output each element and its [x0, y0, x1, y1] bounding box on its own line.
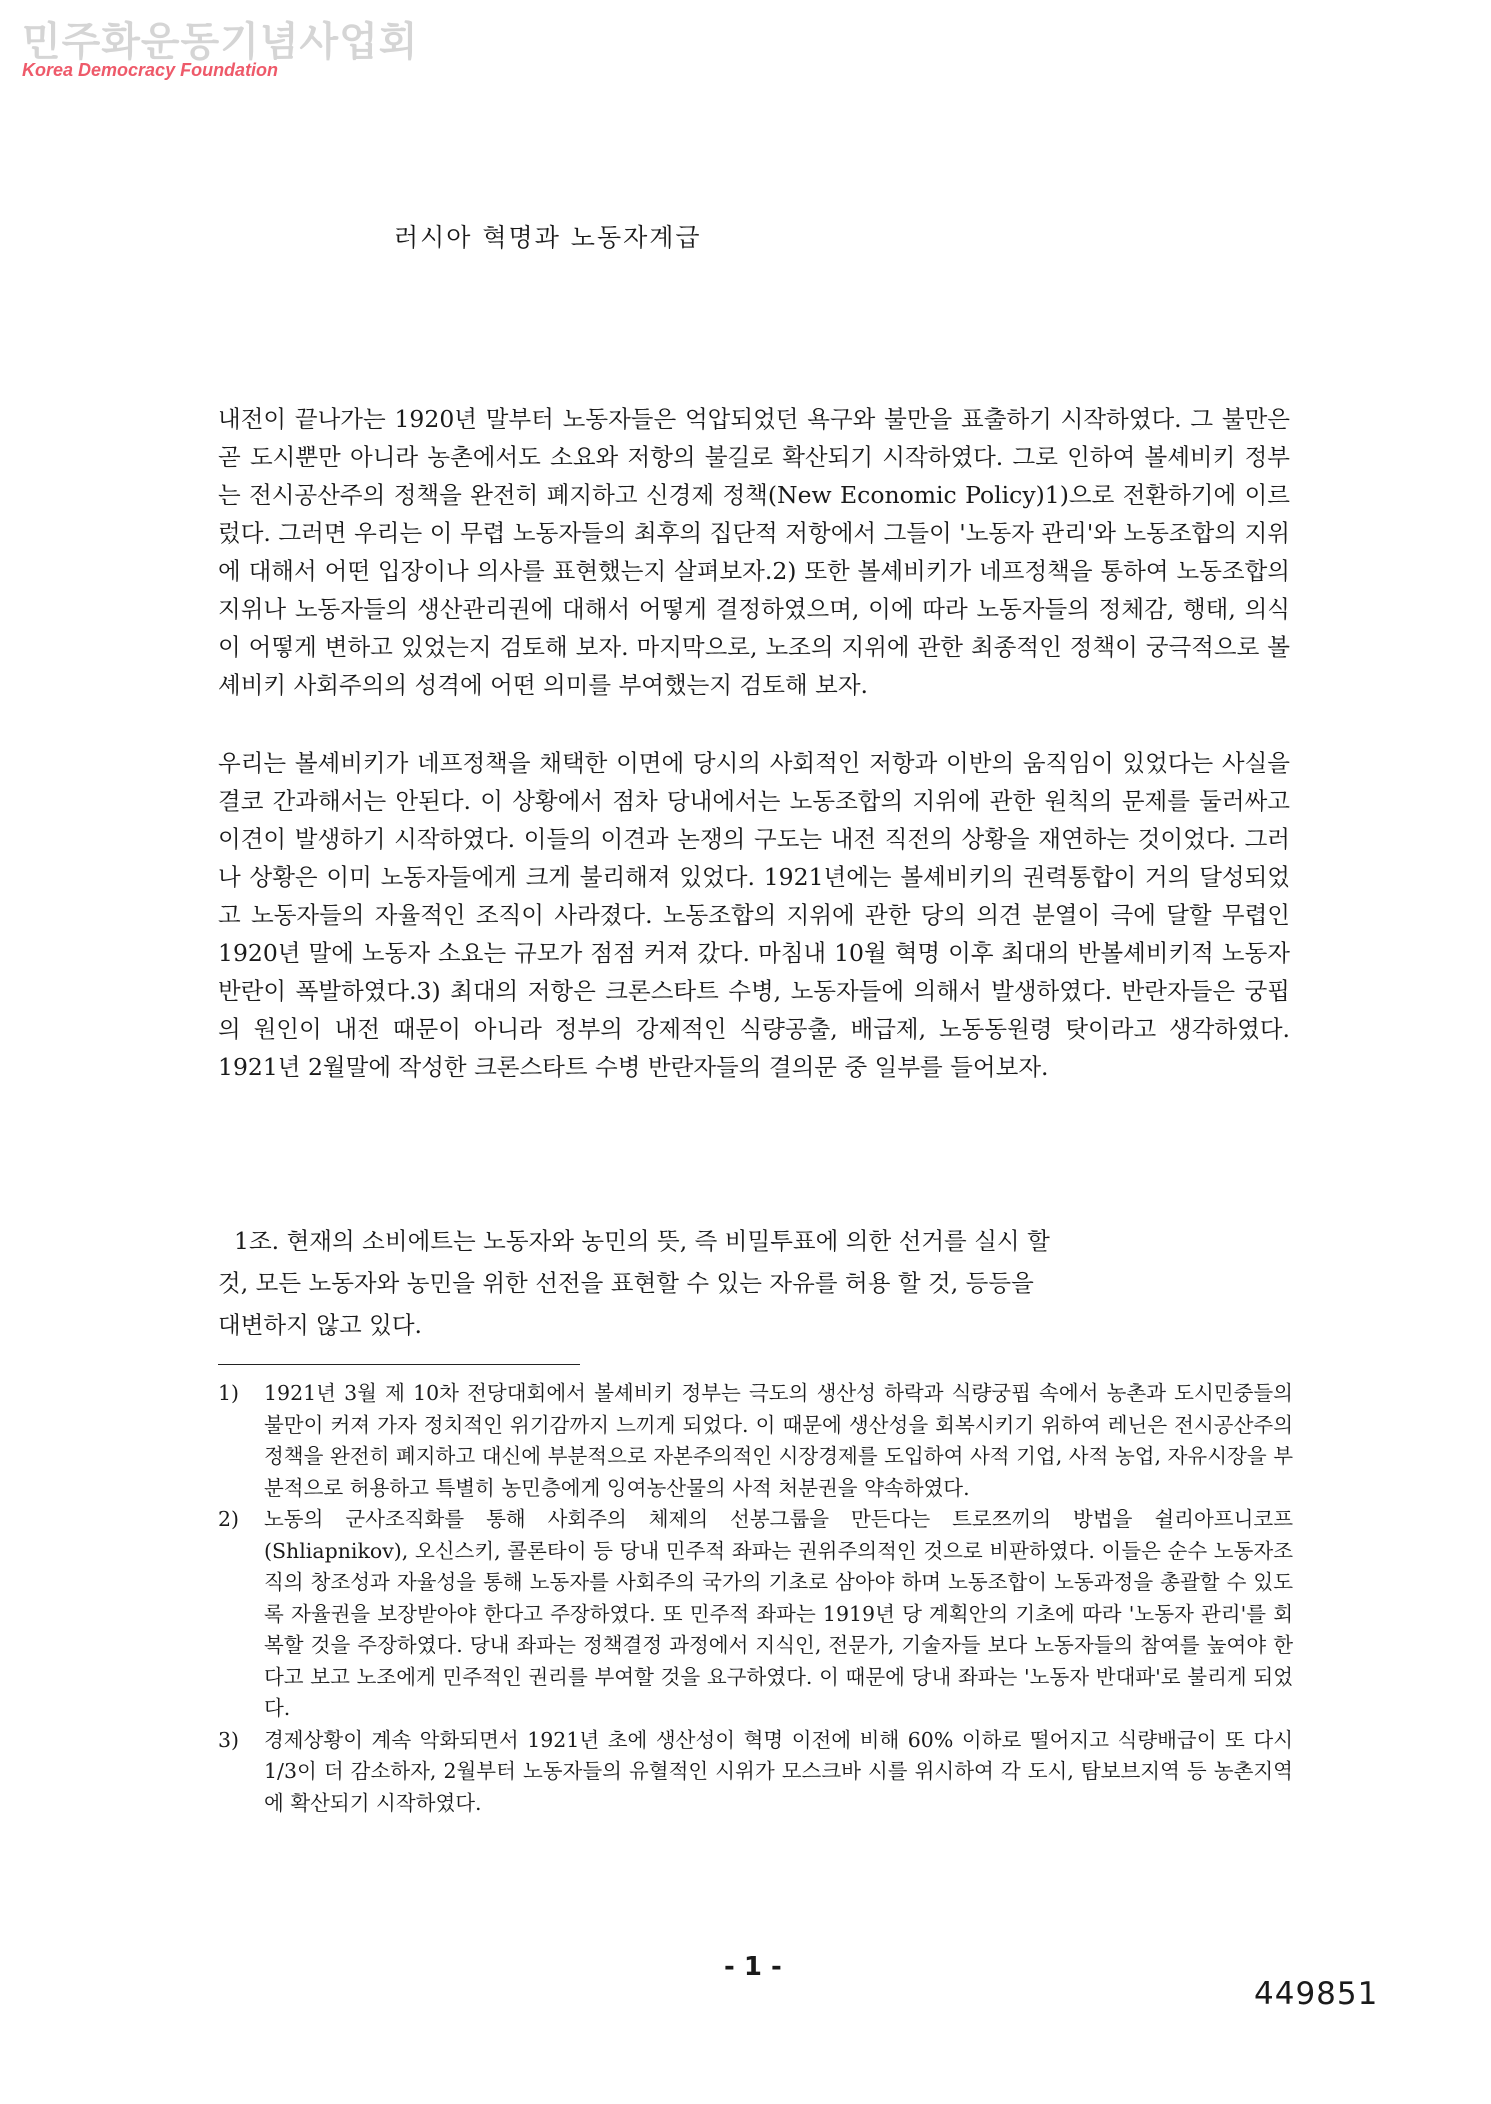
quote-line-2: 것, 모든 노동자와 농민을 위한 선전을 표현할 수 있는 자유를 허용 할 것, 등등을 [218, 1269, 1034, 1297]
footnotes [218, 1378, 1293, 1819]
page-number: - 1 - [724, 1952, 782, 1982]
footnote-1 [218, 1378, 1293, 1504]
footnote-text: 1921년 3월 제 10차 전당대회에서 볼셰비키 정부는 극도의 생산성 하락과 식량궁핍 속에서 농촌과 도시민중들의 불만이 커져 가자 정치적인 위기감까지 느끼게 되었다. 이 때문에 생산성을 회복시키기 위하여 레닌은 전시공산주의 정책을 완전히 폐지하고 대신에 부분적으로 자본주의적인 시장경제를 도입하여 사적 기업, 사적 농업, 자유시장을 부분적으로 허용하고 특별히 농민층에게 잉여농산물의 사적 처분권을 약속하였다. [264, 1381, 1293, 1500]
resolution-quote [218, 1220, 1290, 1346]
footnote-2 [218, 1504, 1293, 1725]
footnote-number: 2) [218, 1507, 240, 1531]
footnote-divider [218, 1364, 580, 1365]
body-paragraph-2: 우리는 볼셰비키가 네프정책을 채택한 이면에 당시의 사회적인 저항과 이반의 움직임이 있었다는 사실을 결코 간과해서는 안된다. 이 상황에서 점차 당내에서는 노동조합의 지위에 관한 원칙의 문제를 둘러싸고 이견이 발생하기 시작하였다. 이들의 이견과 논쟁의 구도는 내전 직전의 상황을 재연하는 것이었다. 그러나 상황은 이미 노동자들에게 크게 불리해져 있었다. 1921년에는 볼셰비키의 권력통합이 거의 달성되었고 노동자들의 자율적인 조직이 사라졌다. 노동조합의 지위에 관한 당의 의견 분열이 극에 달할 무렵인 1920년 말에 노동자 소요는 규모가 점점 커져 갔다. 마침내 10월 혁명 이후 최대의 반볼셰비키적 노동자 반란이 폭발하였다.3) 최대의 저항은 크론스타트 수병, 노동자들에 의해서 발생하였다. 반란자들은 궁핍의 원인이 내전 때문이 아니라 정부의 강제적인 식량공출, 배급제, 노동동원령 탓이라고 생각하였다. 1921년 2월말에 작성한 크론스타트 수병 반란자들의 결의문 중 일부를 들어보자. [218, 749, 1290, 1081]
footnote-text: 경제상황이 계속 악화되면서 1921년 초에 생산성이 혁명 이전에 비해 60% 이하로 떨어지고 식량배급이 또 다시 1/3이 더 감소하자, 2월부터 노동자들의 유혈적인 시위가 모스크바 시를 위시하여 각 도시, 탐보브지역 등 농촌지역에 확산되기 시작하였다. [264, 1727, 1293, 1815]
quote-line-1: 1조. 현재의 소비에트는 노동자와 농민의 뜻, 즉 비밀투표에 의한 선거를 실시 할 [234, 1227, 1050, 1255]
footnote-text: 노동의 군사조직화를 통해 사회주의 체제의 선봉그룹을 만든다는 트로쯔끼의 방법을 쉴리아프니코프(Shliapnikov), 오신스키, 콜론타이 등 당내 민주적 좌파는 권위주의적인 것으로 비판하였다. 이들은 순수 노동자조직의 창조성과 자율성을 통해 노동자를 사회주의 국가의 기초로 삼아야 하며 노동조합이 노동과정을 총괄할 수 있도록 자율권을 보장받아야 한다고 주장하였다. 또 민주적 좌파는 1919년 당 계획안의 기초에 따라 '노동자 관리'를 회복할 것을 주장하였다. 당내 좌파는 정책결정 과정에서 지식인, 전문가, 기술자들 보다 노동자들의 참여를 높여야 한다고 보고 노조에게 민주적인 권리를 부여할 것을 요구하였다. 이 때문에 당내 좌파는 '노동자 반대파'로 불리게 되었다. [264, 1507, 1293, 1720]
footnote-3 [218, 1725, 1293, 1820]
quote-line-3: 대변하지 않고 있다. [218, 1311, 423, 1339]
document-title: 러시아 혁명과 노동자계급 [394, 223, 702, 252]
logo-korean: 민주화운동기념사업회 [22, 19, 419, 65]
footnote-number: 1) [218, 1381, 240, 1405]
footnote-number: 3) [218, 1727, 240, 1752]
logo-english: Korea Democracy Foundation [22, 60, 279, 80]
body-paragraph-1: 내전이 끝나가는 1920년 말부터 노동자들은 억압되었던 욕구와 불만을 표출하기 시작하였다. 그 불만은 곧 도시뿐만 아니라 농촌에서도 소요와 저항의 불길로 확산되기 시작하였다. 그로 인하여 볼셰비키 정부는 전시공산주의 정책을 완전히 폐지하고 신경제 정책(New Economic Policy)1)으로 전환하기에 이르렀다. 그러면 우리는 이 무렵 노동자들의 최후의 집단적 저항에서 그들이 '노동자 관리'와 노동조합의 지위에 대해서 어떤 입장이나 의사를 표현했는지 살펴보자.2) 또한 볼셰비키가 네프정책을 통하여 노동조합의 지위나 노동자들의 생산관리권에 대해서 어떻게 결정하였으며, 이에 따라 노동자들의 정체감, 행태, 의식이 어떻게 변하고 있었는지 검토해 보자. 마지막으로, 노조의 지위에 관한 최종적인 정책이 궁극적으로 볼셰비키 사회주의의 성격에 어떤 의미를 부여했는지 검토해 보자. [218, 405, 1290, 699]
document-id: 449851 [1254, 1976, 1379, 2012]
foundation-logo [22, 20, 418, 81]
